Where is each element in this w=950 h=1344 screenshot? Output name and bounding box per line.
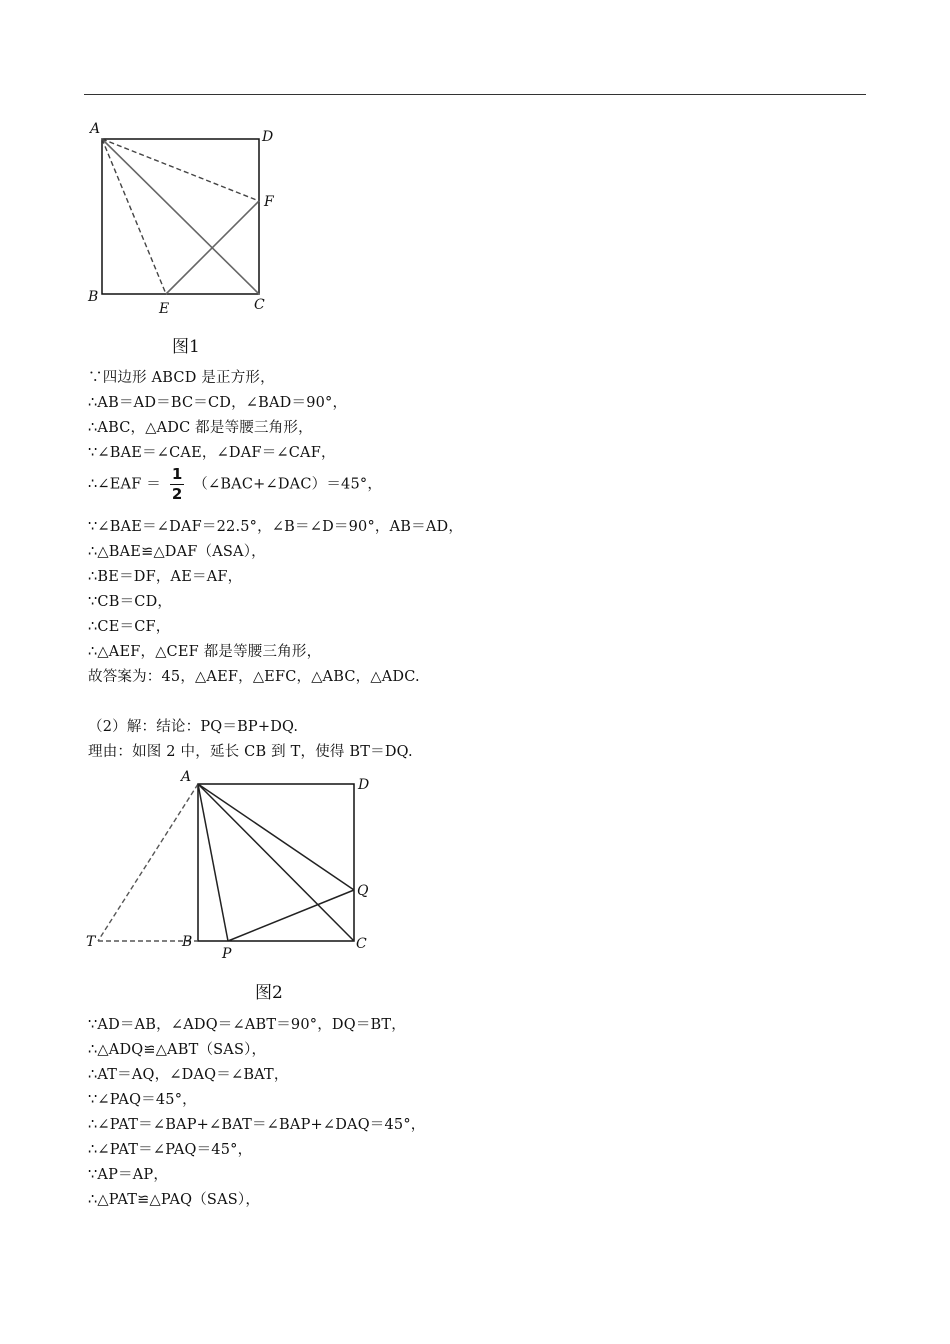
label-b: B — [88, 289, 99, 305]
text-line: ∴BE＝DF，AE＝AF， — [88, 569, 243, 585]
text-line: ∴CE＝CF， — [88, 619, 171, 635]
segment-at — [98, 784, 198, 941]
figure-1-caption: 图1 — [172, 337, 200, 357]
label-a: A — [90, 121, 101, 137]
text-line: ∴△BAE≌△DAF（ASA）， — [88, 544, 266, 560]
label-d: D — [358, 777, 370, 793]
figure-1-diagram — [80, 115, 290, 320]
text-line: ∵∠BAE＝∠DAF＝22.5°，∠B＝∠D＝90°，AB＝AD， — [88, 519, 464, 535]
text-line: ∴∠PAT＝∠PAQ＝45°， — [88, 1142, 253, 1158]
answer-line: 故答案为：45，△AEF，△EFC，△ABC，△ADC. — [88, 669, 420, 685]
text-line: ∴△AEF，△CEF 都是等腰三角形， — [88, 644, 322, 660]
text-line: ∴AB＝AD＝BC＝CD，∠BAD＝90°， — [88, 395, 348, 411]
text-line: ∴△ADQ≌△ABT（SAS）， — [88, 1042, 267, 1058]
label-d: D — [262, 129, 274, 145]
label-b: B — [182, 934, 193, 950]
text-line: ∴ABC，△ADC 都是等腰三角形， — [88, 420, 313, 436]
text-line: ∵AP＝AP， — [88, 1167, 169, 1183]
text-line: ∴AT＝AQ，∠DAQ＝∠BAT， — [88, 1067, 289, 1083]
label-t: T — [86, 934, 96, 950]
eaf-prefix: ∴∠EAF ＝ — [88, 476, 162, 493]
text-line: ∴△PAT≌△PAQ（SAS）， — [88, 1192, 261, 1208]
label-e: E — [159, 301, 170, 317]
header-rule — [84, 94, 866, 95]
label-c: C — [356, 936, 367, 952]
segment-ac — [102, 139, 259, 294]
label-f: F — [264, 194, 274, 210]
text-line: ∵四边形 ABCD 是正方形， — [88, 370, 275, 386]
fraction-denominator: 2 — [171, 485, 183, 503]
segment-af — [102, 139, 259, 201]
text-line: ∵AD＝AB，∠ADQ＝∠ABT＝90°，DQ＝BT， — [88, 1017, 406, 1033]
segment-ac — [198, 784, 354, 941]
segment-ae — [102, 139, 166, 294]
figure-2-diagram — [80, 765, 380, 965]
text-line: ∵CB＝CD， — [88, 594, 173, 610]
eaf-equation-line — [88, 467, 382, 502]
segment-pq — [228, 890, 354, 941]
eaf-suffix: （∠BAC+∠DAC）＝45°， — [193, 476, 383, 493]
figure-2-caption: 图2 — [255, 983, 283, 1003]
part-2-heading: （2）解：结论：PQ＝BP+DQ. — [88, 719, 299, 735]
text-line: ∴∠PAT＝∠BAP+∠BAT＝∠BAP+∠DAQ＝45°， — [88, 1117, 426, 1133]
label-c: C — [254, 297, 265, 313]
text-line: ∵∠PAQ＝45°， — [88, 1092, 197, 1108]
text-line: ∵∠BAE＝∠CAE，∠DAF＝∠CAF， — [88, 445, 336, 461]
text-line: 理由：如图 2 中，延长 CB 到 T，使得 BT＝DQ. — [88, 744, 413, 760]
label-p: P — [222, 946, 232, 962]
label-q: Q — [357, 883, 369, 899]
segment-aq — [198, 784, 354, 890]
label-a: A — [181, 769, 192, 785]
segment-ap — [198, 784, 228, 941]
fraction-numerator: 1 — [171, 465, 183, 483]
fraction-one-half — [170, 467, 185, 502]
